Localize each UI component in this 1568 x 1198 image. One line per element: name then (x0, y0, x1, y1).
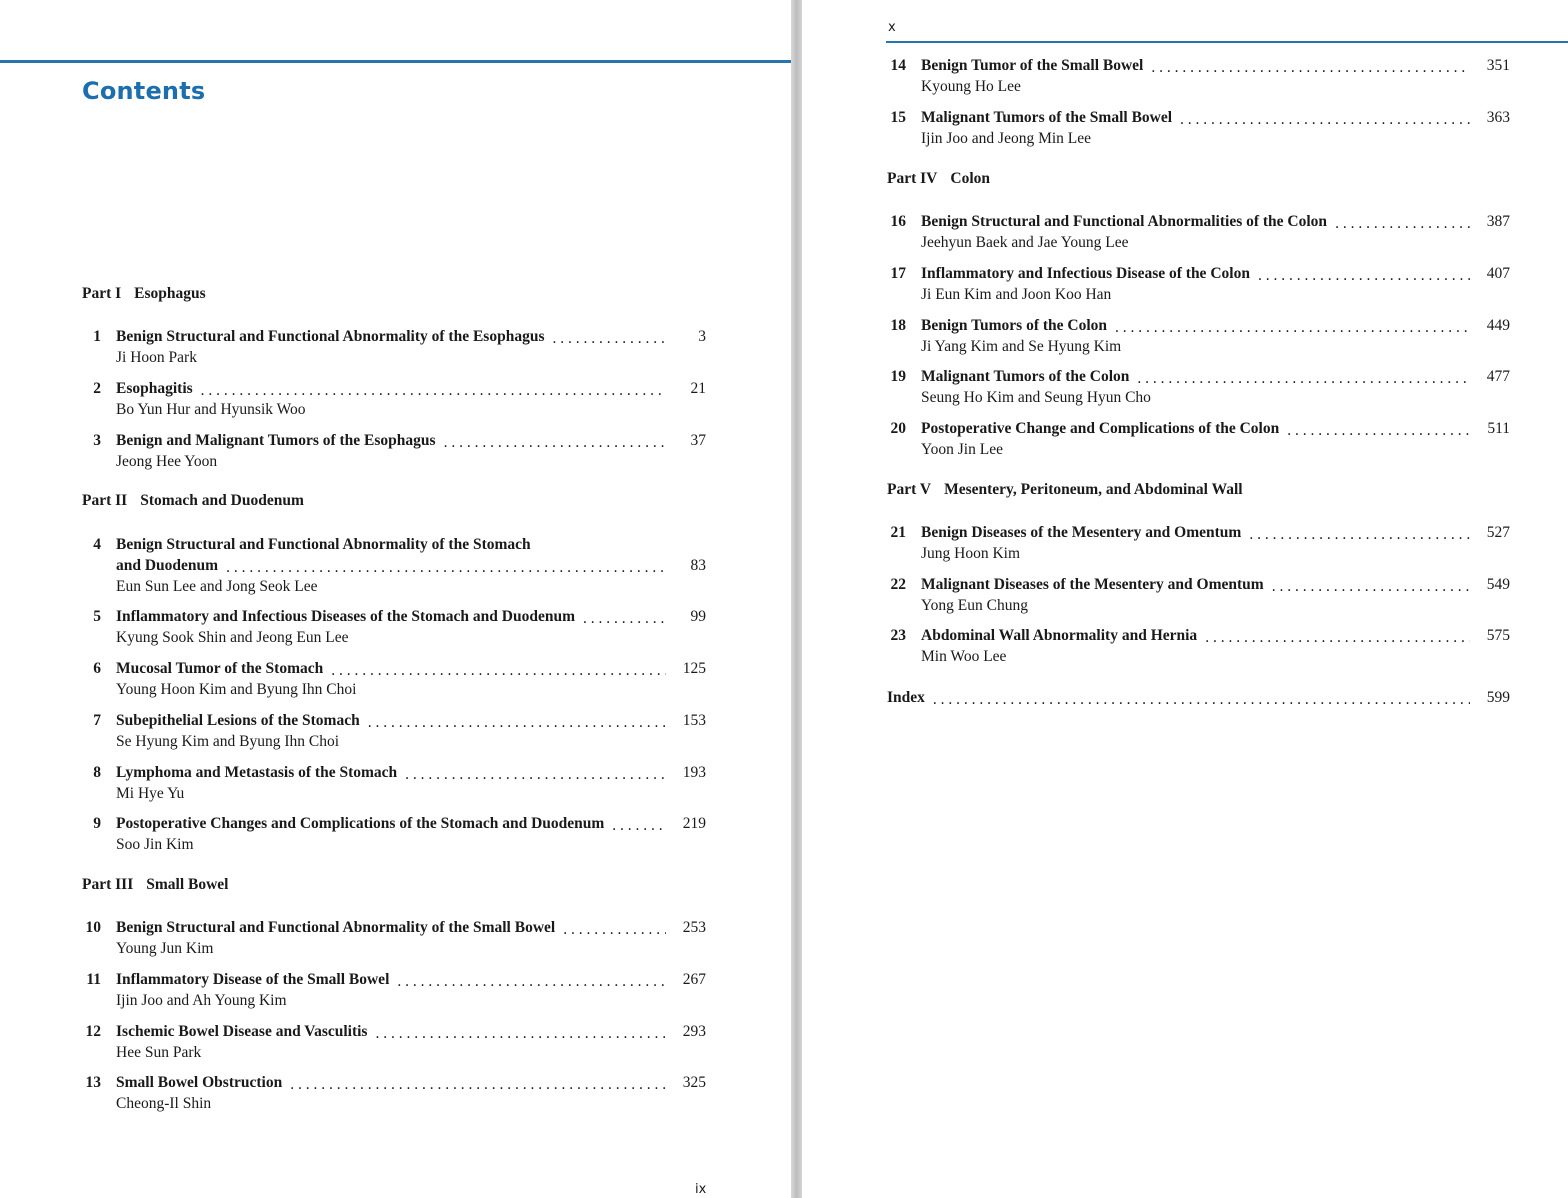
part-label: Part V (887, 481, 932, 498)
toc-entry[interactable] (82, 378, 706, 420)
chapter-authors: Hee Sun Park (116, 1044, 202, 1061)
chapter-authors: Mi Hye Yu (116, 785, 185, 802)
page-number: 193 (682, 764, 706, 781)
part-label: Part II (82, 492, 128, 509)
chapter-number: 1 (93, 328, 101, 345)
chapter-authors: Ijin Joo and Jeong Min Lee (921, 130, 1092, 147)
toc-entry[interactable] (82, 710, 706, 752)
chapter-title[interactable]: Benign Tumor of the Small Bowel . . . (921, 57, 1147, 74)
toc-entry[interactable] (82, 534, 706, 597)
page-number: 449 (1486, 317, 1510, 334)
page-number: 99 (690, 608, 706, 625)
chapter-number: 12 (85, 1023, 101, 1040)
chapter-authors: Min Woo Lee (921, 648, 1007, 665)
chapter-authors: Ijin Joo and Ah Young Kim (116, 992, 287, 1009)
toc-entry[interactable] (887, 366, 1510, 408)
toc-entry[interactable] (82, 1021, 706, 1063)
toc-entry[interactable] (82, 813, 706, 855)
chapter-authors: Bo Yun Hur and Hyunsik Woo (116, 401, 306, 418)
chapter-authors: Ji Yang Kim and Se Hyung Kim (921, 338, 1122, 355)
part-title: Small Bowel (146, 876, 229, 893)
part-heading (82, 285, 206, 303)
chapter-title[interactable]: Inflammatory and Infectious Disease of the Colon . . . (921, 265, 1254, 282)
toc-entry[interactable] (82, 606, 706, 648)
chapter-authors: Yoon Jin Lee (921, 441, 1003, 458)
chapter-title[interactable]: Small Bowel Obstruction . . . (116, 1074, 286, 1091)
part-title: Esophagus (134, 285, 206, 302)
toc-entry[interactable] (82, 762, 706, 804)
toc-entry[interactable] (82, 1072, 706, 1114)
chapter-title[interactable]: Benign Tumors of the Colon . . . (921, 317, 1111, 334)
chapter-authors: Eun Sun Lee and Jong Seok Lee (116, 578, 318, 595)
toc-entry[interactable] (82, 326, 706, 368)
page-number: 21 (690, 380, 706, 397)
chapter-title[interactable]: Malignant Tumors of the Colon . . . (921, 368, 1133, 385)
toc-entry[interactable] (82, 969, 706, 1011)
chapter-authors: Ji Eun Kim and Joon Koo Han (921, 286, 1112, 303)
page-number: 219 (682, 815, 706, 832)
chapter-title[interactable]: Postoperative Changes and Complications of the Stomach and Duodenum . . . (116, 815, 608, 832)
chapter-authors: Seung Ho Kim and Seung Hyun Cho (921, 389, 1151, 406)
chapter-number: 16 (890, 213, 906, 230)
chapter-title[interactable]: Inflammatory and Infectious Diseases of the Stomach and Duodenum . . . (116, 608, 579, 625)
chapter-title[interactable]: Lymphoma and Metastasis of the Stomach . . . (116, 764, 401, 781)
header-rule (886, 41, 1568, 43)
chapter-title[interactable]: Abdominal Wall Abnormality and Hernia . . . (921, 627, 1201, 644)
page-number: 511 (1487, 420, 1510, 437)
toc-entry[interactable] (82, 430, 706, 472)
page-number: 351 (1486, 57, 1510, 74)
page-number: 325 (682, 1074, 706, 1091)
header-rule (0, 60, 791, 63)
chapter-title[interactable]: Benign Structural and Functional Abnormality of the Esophagus . . . (116, 328, 548, 345)
page-number: 477 (1486, 368, 1510, 385)
chapter-number: 5 (93, 608, 101, 625)
chapter-title[interactable]: Postoperative Change and Complications of the Colon . . . (921, 420, 1283, 437)
page-number: 575 (1486, 627, 1510, 644)
chapter-authors: Young Jun Kim (116, 940, 214, 957)
page-number: 125 (682, 660, 706, 677)
chapter-number: 21 (890, 524, 906, 541)
chapter-authors: Cheong-Il Shin (116, 1095, 212, 1112)
page-title: Contents (82, 77, 206, 105)
chapter-number: 11 (86, 971, 101, 988)
chapter-authors: Soo Jin Kim (116, 836, 194, 853)
chapter-title[interactable]: Benign Diseases of the Mesentery and Omentum . . . (921, 524, 1245, 541)
toc-entry[interactable] (887, 107, 1510, 149)
page-number: 37 (690, 432, 706, 449)
toc-entry[interactable] (887, 418, 1510, 460)
chapter-title[interactable]: Benign Structural and Functional Abnormalities of the Colon . . . (921, 213, 1331, 230)
chapter-title[interactable]: Esophagitis . . . (116, 380, 197, 397)
chapter-authors: Se Hyung Kim and Byung Ihn Choi (116, 733, 340, 750)
chapter-number: 10 (85, 919, 101, 936)
chapter-title[interactable]: Inflammatory Disease of the Small Bowel . . . (116, 971, 393, 988)
index-label[interactable]: Index . . . (887, 689, 929, 706)
page-number: 253 (682, 919, 706, 936)
chapter-number: 8 (93, 764, 101, 781)
chapter-title[interactable]: Malignant Diseases of the Mesentery and Omentum . . . (921, 576, 1268, 593)
chapter-authors: Jeong Hee Yoon (116, 453, 218, 470)
chapter-number: 17 (890, 265, 906, 282)
toc-entry[interactable] (887, 315, 1510, 357)
chapter-authors: Jung Hoon Kim (921, 545, 1021, 562)
page-number: 599 (1486, 689, 1510, 706)
chapter-title[interactable]: Benign and Malignant Tumors of the Esophagus . . . (116, 432, 440, 449)
part-heading (82, 492, 304, 510)
page-number: 293 (682, 1023, 706, 1040)
chapter-number: 18 (890, 317, 906, 334)
chapter-number: 4 (93, 536, 101, 553)
part-heading (887, 481, 1243, 499)
chapter-authors: Kyoung Ho Lee (921, 78, 1021, 95)
page-number: 549 (1486, 576, 1510, 593)
part-title: Colon (950, 170, 990, 187)
toc-entry[interactable] (887, 211, 1510, 253)
chapter-title[interactable]: Malignant Tumors of the Small Bowel . . . (921, 109, 1176, 126)
toc-entry[interactable] (887, 522, 1510, 564)
toc-entry[interactable] (887, 625, 1510, 667)
chapter-title[interactable]: Ischemic Bowel Disease and Vasculitis . . . (116, 1023, 371, 1040)
part-title: Mesentery, Peritoneum, and Abdominal Wall (944, 481, 1243, 498)
chapter-authors: Young Hoon Kim and Byung Ihn Choi (116, 681, 357, 698)
chapter-authors: Kyung Sook Shin and Jeong Eun Lee (116, 629, 349, 646)
page-folio: ix (695, 1182, 707, 1197)
chapter-number: 20 (890, 420, 906, 437)
chapter-number: 13 (85, 1074, 101, 1091)
chapter-number: 6 (93, 660, 101, 677)
chapter-authors: Yong Eun Chung (921, 597, 1028, 614)
page-number: 387 (1486, 213, 1510, 230)
page-number: 267 (682, 971, 706, 988)
page-number: 407 (1486, 265, 1510, 282)
toc-entry[interactable] (887, 263, 1510, 305)
right-page (802, 0, 1568, 1198)
part-label: Part I (82, 285, 122, 302)
page-number: 153 (682, 712, 706, 729)
toc-entry[interactable] (887, 55, 1510, 97)
chapter-title-line-1[interactable]: Benign Structural and Functional Abnormality of the Stomach (116, 536, 531, 553)
chapter-number: 19 (890, 368, 906, 385)
toc-entry[interactable] (82, 917, 706, 959)
page-number: 3 (698, 328, 706, 345)
running-head: x (888, 20, 896, 35)
chapter-number: 3 (93, 432, 101, 449)
chapter-number: 2 (93, 380, 101, 397)
chapter-title[interactable]: Mucosal Tumor of the Stomach . . . (116, 660, 327, 677)
page-number: 527 (1486, 524, 1510, 541)
chapter-number: 23 (890, 627, 906, 644)
toc-index-entry[interactable] (887, 687, 1510, 708)
part-heading (82, 876, 228, 894)
chapter-title[interactable]: Benign Structural and Functional Abnormality of the Small Bowel . . . (116, 919, 559, 936)
chapter-number: 7 (93, 712, 101, 729)
chapter-title[interactable]: Subepithelial Lesions of the Stomach . . . (116, 712, 364, 729)
part-label: Part IV (887, 170, 938, 187)
chapter-number: 15 (890, 109, 906, 126)
chapter-authors: Ji Hoon Park (116, 349, 197, 366)
part-title: Stomach and Duodenum (140, 492, 304, 509)
page-number: 363 (1486, 109, 1510, 126)
part-label: Part III (82, 876, 134, 893)
chapter-number: 22 (890, 576, 906, 593)
chapter-title[interactable]: and Duodenum . . . (116, 557, 222, 574)
part-heading (887, 170, 990, 188)
chapter-number: 14 (890, 57, 906, 74)
toc-entry[interactable] (82, 658, 706, 700)
page-number: 83 (690, 557, 706, 574)
chapter-number: 9 (93, 815, 101, 832)
toc-entry[interactable] (887, 574, 1510, 616)
page-gutter (791, 0, 802, 1198)
chapter-authors: Jeehyun Baek and Jae Young Lee (921, 234, 1129, 251)
